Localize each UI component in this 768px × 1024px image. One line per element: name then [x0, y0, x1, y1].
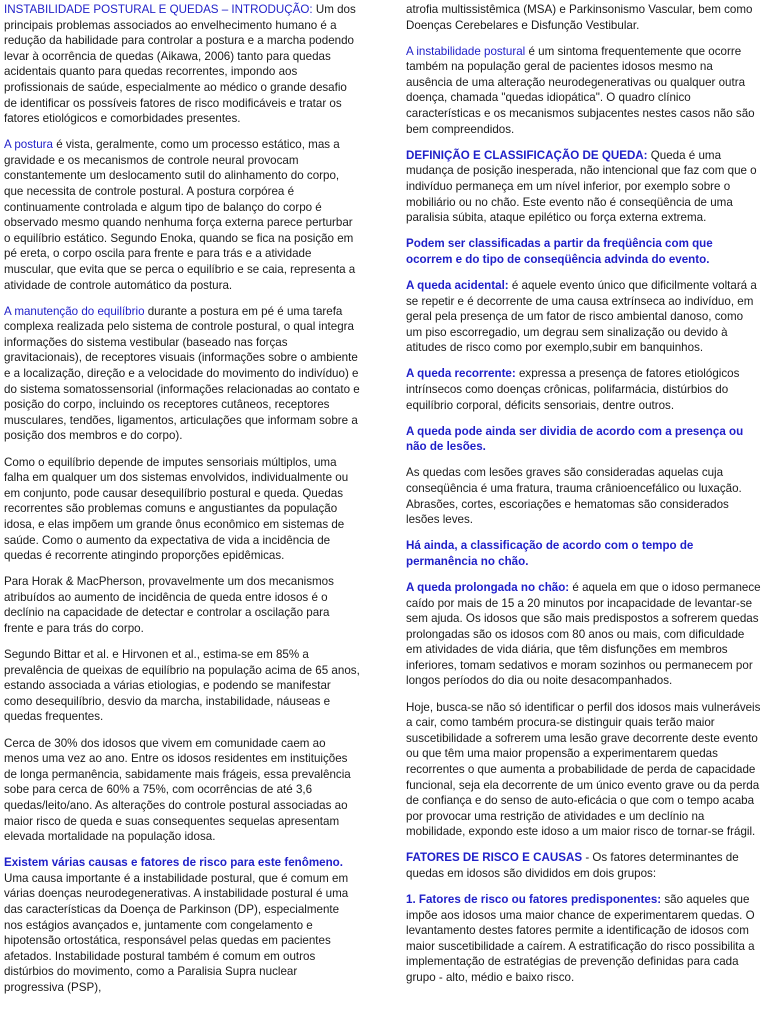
posture-paragraph [4, 137, 360, 293]
prolonged-fall-body: é aquela em que o idoso permanece caído por mais de 15 a 20 minutos por incapacidade de levantar-se sem ajuda. Os idosos que são mais predispostos a sofrerem quedas prolongadas são os idosos com 80 anos ou mais, com dificuldade em atividades de vida diária, que têm disfunções em membros inferiores, tomam sedativos e moram sozinhos ou permanecem por longos períodos do dia ou noite desacompanhados. [406, 580, 761, 688]
prolonged-fall-paragraph [406, 580, 762, 689]
intro-heading: INSTABILIDADE POSTURAL E QUEDAS – INTRODUÇÃO: [4, 3, 313, 16]
accidental-fall-heading: A queda acidental: [406, 278, 509, 292]
profile-paragraph: Hoje, busca-se não só identificar o perfil dos idosos mais vulneráveis a cair, como também procura-se distinguir quais terão maior suscetibilidade a sofrerem uma lesão grave decorrente deste evento ou que têm uma maior propensão a experimentarem quedas recorrentes o que aumenta a probabilidade de perda de capacidade funcional, seja ela decorrente de um único evento grave ou da perda de confiança e do senso de auto-eficácia o que com o tempo acaba por provocar uma restrição de atividades e um declínio na mobilidade, expondo este idoso a um maior risco de tornar-se frágil. [406, 700, 761, 839]
causes-body: Uma causa importante é a instabilidade postural, que é comum em várias doenças neurodegenerativas. A instabilidade postural é uma das características da Doença de Parkinson (DP), especialmente nos estágios avançados e, juntamente com congelamento e hipotensão ortostática, responsável pelas quedas em pacientes afetados. Instabilidade postural também é comum em outros distúrbios do movimento, como a Paralisia Supra nuclear progressiva (PSP), [4, 871, 349, 994]
balance-body: durante a postura em pé é uma tarefa complexa realizada pelo sistema de controle postural, o qual integra informações do sistema vestibular (baseado nas forças gravitacionais), de receptores visuais (informações sobre o ambiente e a localização, direção e a velocidade do movimento do indivíduo) e do sistema somatossensorial (informações relacionadas ao contato e posição do corpo, incluindo os receptores cutâneos, receptores musculares, tendões, ligamentos, articulações que informam sobre a posição dos membros e do corpo). [4, 304, 360, 443]
accidental-fall-paragraph [406, 278, 762, 356]
definition-paragraph [406, 148, 762, 226]
definition-body: Queda é uma mudança de posição inesperada, não intencional que faz com que o indivíduo permaneça em um nível inferior, por exemplo sobre o mobiliário ou no chão. Este evento não é conseqüência de uma paralisia súbita, ataque epilético ou força externa extrema. [406, 148, 757, 225]
right-column [406, 2, 762, 996]
injury-paragraph: As quedas com lesões graves são consideradas aquelas cuja conseqüência é uma fratura, trauma crânioencefálico ou luxação. Abrasões, cortes, escoriações e hematomas são considerados lesões leves. [406, 466, 742, 527]
recurrent-fall-body: expressa a presença de fatores etiológicos intrínsecos como doenças crônicas, polifarmácia, distúrbios do equilíbrio corporal, déficits sensoriais, dentre outros. [406, 367, 740, 412]
risk-factors-paragraph [406, 850, 762, 881]
balance-heading: A manutenção do equilíbrio [4, 304, 145, 318]
intro-paragraph [4, 2, 360, 127]
injury-classification-heading: A queda pode ainda ser dividia de acordo com a presença ou não de lesões. [406, 424, 744, 454]
balance-paragraph [4, 304, 360, 444]
posture-body: é vista, geralmente, como um processo estático, mas a gravidade e os mecanismos de controle neural provocam constantemente um deslocamento sutil do alinhamento do corpo, que necessita de controle postural. A postura corpórea é continuamente controlada e algum tipo de balanço do corpo é observado mesmo quando nenhuma força externa parece perturbar o equilíbrio estático. Segundo Enoka, quando se fica na posição em pé ereta, o corpo oscila para frente e para trás e a atividade muscular, que evita que se perca o equilíbrio e se caia, representa a atividade de controle automático da postura. [4, 138, 356, 292]
posture-heading: A postura [4, 138, 53, 152]
prolonged-fall-heading: A queda prolongada no chão: [406, 580, 570, 594]
risk-factors-body: - Os fatores determinantes de quedas em idosos são divididos em dois grupos: [406, 851, 739, 880]
recurrent-fall-paragraph [406, 366, 762, 413]
accidental-fall-body: é aquele evento único que dificilmente voltará a se repetir e é decorrente de uma causa extrínseca ao indivíduo, em geral pela presença de um fator de risco ambiental danoso, como um piso escorregadio, um degrau sem sinalização ou devido à atitudes de risco como por exemplo,subir em banquinhos. [406, 278, 757, 355]
predisposing-factors-heading: 1. Fatores de risco ou fatores predisponentes: [406, 893, 662, 907]
causes-paragraph [4, 855, 360, 995]
instability-body: é um sintoma frequentemente que ocorre também na população geral de pacientes idosos mesmo na ausência de uma alteração neurodegenerativas ou qualquer outra doença, chamada "quedas idiopática". O quadro clínico características e os mecanismos subjacentes nestes casos não são bem compreendidos. [406, 44, 755, 136]
instability-heading: A instabilidade postural [406, 44, 526, 58]
causes-heading: Existem várias causas e fatores de risco para este fenômeno. [4, 856, 343, 870]
bittar-paragraph: Segundo Bittar et al. e Hirvonen et al., estima-se em 85% a prevalência de queixas de equilíbrio na população acima de 65 anos, estando associada a várias etiologias, e podendo se manifestar como desequilíbrio, desvio da marcha, instabilidade, náuseas e quedas frequentes. [4, 648, 360, 724]
predisposing-factors-body: são aqueles que impõe aos idosos uma maior chance de experimentarem quedas. O levantamento destes fatores permite a identificação de idosos com maior suscetibilidade a caírem. A estratificação do risco possibilita a implementação de estratégias de prevenção definidas para cada grupo - alto, médio e baixo risco. [406, 893, 755, 985]
classification-frequency-heading: Podem ser classificadas a partir da freqüência com que ocorrem e do tipo de conseqüência advinda do evento. [406, 237, 713, 266]
definition-heading: DEFINIÇÃO E CLASSIFICAÇÃO DE QUEDA: [406, 148, 648, 162]
time-classification-heading: Há ainda, a classificação de acordo com o tempo de permanência no chão. [406, 539, 694, 568]
left-column [4, 2, 360, 1006]
recurrent-fall-heading: A queda recorrente: [406, 367, 516, 381]
horak-paragraph: Para Horak & MacPherson, provavelmente um dos mecanismos atribuídos ao aumento de incidência de queda entre idosos é o declínio na capacidade de detectar e controlar a oscilação para frente e para trás do corpo. [4, 575, 334, 635]
prevalence-paragraph: Cerca de 30% dos idosos que vivem em comunidade caem ao menos uma vez ao ano. Entre os idosos residentes em instituições de longa permanência, sabidamente mais frágeis, essa prevalência sobe para cerca de 60% a 75%, com ocorrências de até 3,6 quedas/leito/ano. As alterações do controle postural associadas ao maior risco de queda e suas consequentes sequelas apresentam elevada mortalidade na população idosa. [4, 736, 351, 844]
sensory-paragraph: Como o equilíbrio depende de imputes sensoriais múltiplos, uma falha em qualquer um dos sistemas envolvidos, individualmente ou em conjunto, pode causar desequilíbrio postural e queda. Quedas recorrentes são problemas comuns e angustiantes da população idosa, e elas impõem um grande ônus econômico em sistemas de saúde. Como o aumento da expectativa de vida a incidência de quedas é recorrente atingindo proporções epidêmicas. [4, 455, 349, 563]
continuation-paragraph: atrofia multissistêmica (MSA) e Parkinsonismo Vascular, bem como Doenças Cerebelares e Disfunção Vestibular. [406, 3, 753, 32]
predisposing-factors-paragraph [406, 892, 762, 986]
intro-body: Um dos principais problemas associados ao envelhecimento humano é a redução da habilidade para controlar a postura e a marcha podendo levar à ocorrência de quedas (Aikawa, 2006) tanto para quedas acidentais quanto para quedas recorrentes, impondo aos profissionais de saúde, especialmente ao médico o grande desafio de identificar os possíveis fatores de risco modificáveis e tratar os fatores etiológicos e comorbidades presentes. [4, 3, 356, 126]
instability-paragraph [406, 44, 762, 138]
risk-factors-heading: FATORES DE RISCO E CAUSAS [406, 851, 583, 865]
